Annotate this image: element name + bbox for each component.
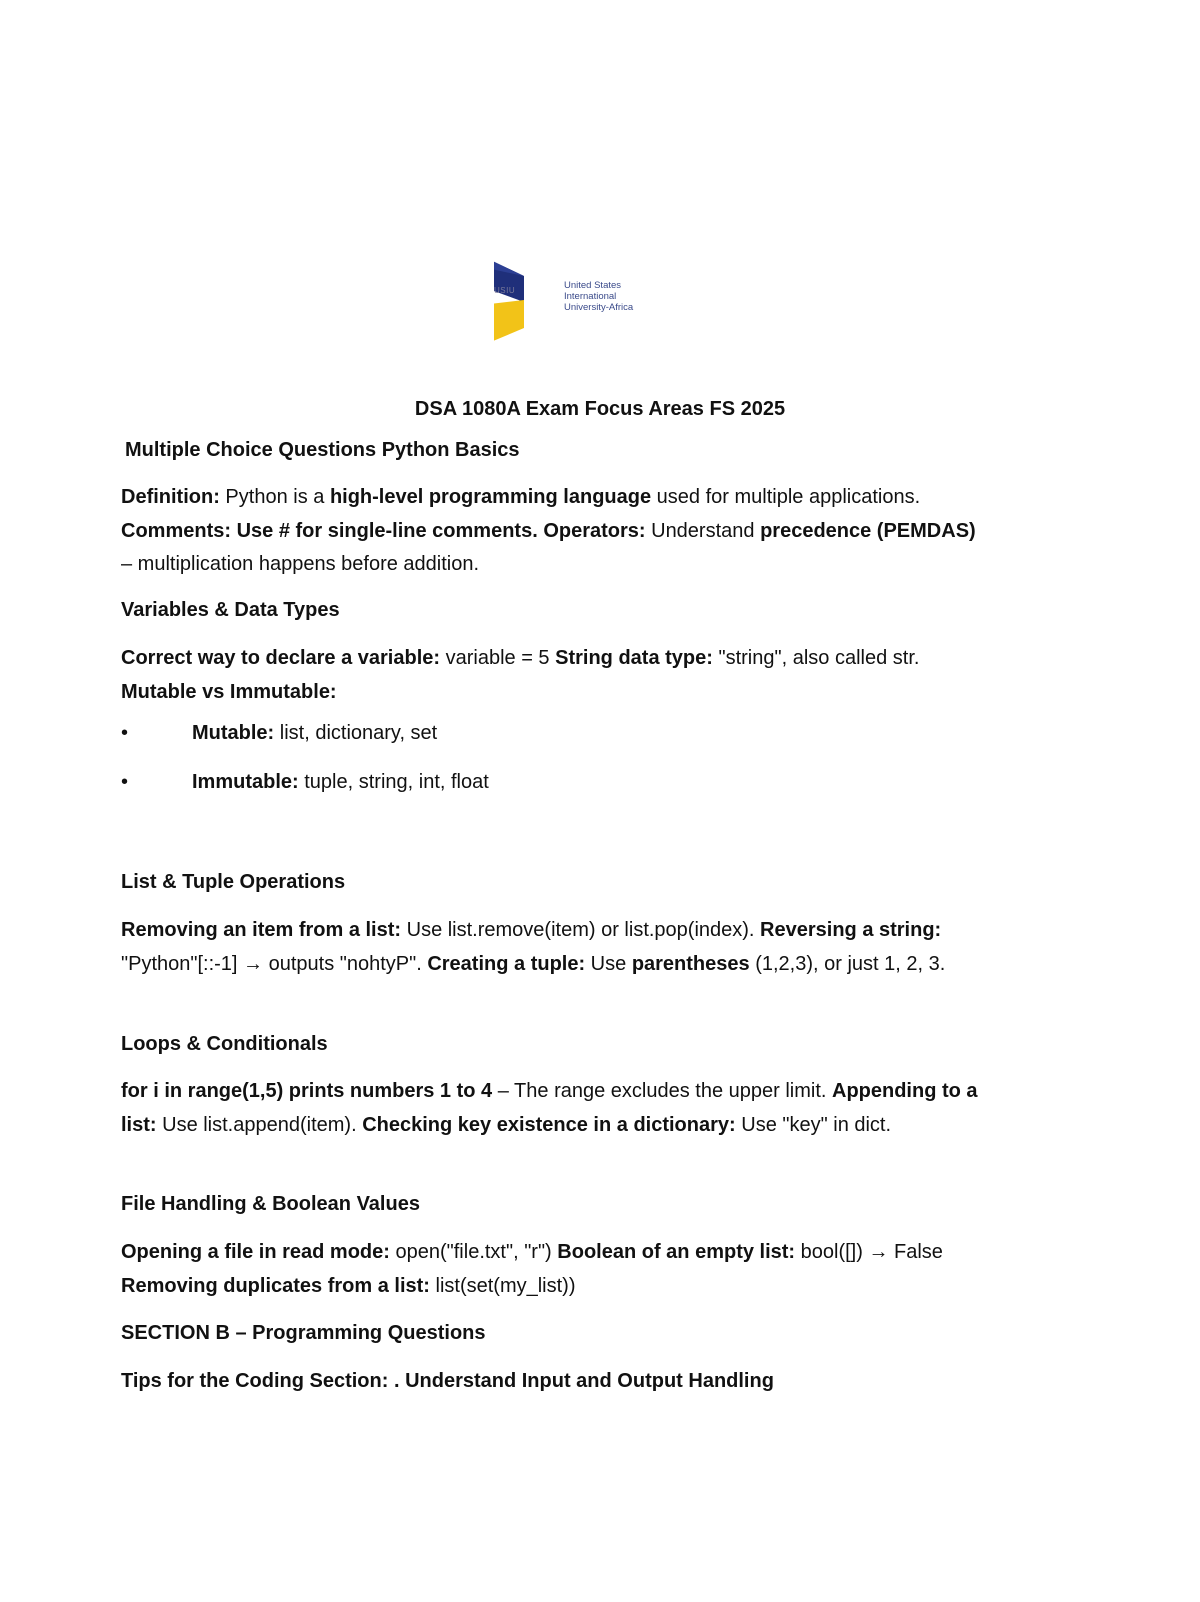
mutable-label: Mutable: — [192, 722, 275, 744]
mutable-values: list, dictionary, set — [274, 722, 438, 744]
p2-bold-3: Mutable vs Immutable: — [121, 680, 337, 703]
logo-wordmark — [564, 280, 633, 313]
p5-bold-3: Removing duplicates from a list: — [121, 1274, 430, 1297]
logo-acronym: USIU — [494, 286, 516, 295]
mcq-heading: Multiple Choice Questions Python Basics — [125, 439, 520, 461]
p1-text-4: – multiplication happens before addition. — [121, 553, 480, 575]
variables-paragraph — [121, 642, 991, 709]
p4-text-1: – The range excludes the upper limit. — [492, 1080, 832, 1102]
university-logo — [494, 258, 634, 350]
p3-text-2: "Python"[::-1] → outputs "nohtyP". — [121, 952, 428, 975]
p2-text-2: "string", also called str. — [712, 647, 920, 669]
variables-heading: Variables & Data Types — [121, 599, 340, 621]
document-title: DSA 1080A Exam Focus Areas FS 2025 — [414, 398, 786, 420]
p3-bold-3: Creating a tuple: — [427, 952, 586, 975]
p1-bold-3: Comments: Use # for single-line comments. Operators: — [121, 519, 646, 542]
p1-bold-2: high-level programming language — [329, 486, 652, 508]
file-handling-heading: File Handling & Boolean Values — [121, 1193, 420, 1215]
p1-bold-4: precedence (PEMDAS) — [760, 519, 976, 542]
loops-paragraph — [121, 1075, 991, 1142]
bullet-immutable-text — [192, 771, 489, 794]
section-b-heading: SECTION B – Programming Questions — [121, 1322, 486, 1344]
p4-bold-3: Checking key existence in a dictionary: — [362, 1113, 736, 1136]
p3-bold-4: parentheses — [631, 952, 750, 975]
logo-line-2: International — [564, 291, 617, 302]
p3-bold-2: Reversing a string: — [760, 919, 942, 941]
list-tuple-heading: List & Tuple Operations — [121, 871, 346, 893]
python-basics-paragraph — [121, 481, 991, 582]
logo-line-3: University-Africa — [564, 302, 634, 313]
list-tuple-paragraph — [121, 914, 991, 981]
p5-bold-2: Boolean of an empty list: — [557, 1241, 796, 1263]
bullet-mutable-text — [192, 722, 437, 745]
p1-text-1: Python is a — [219, 486, 330, 508]
p5-text-3: list(set(my_list)) — [429, 1274, 576, 1297]
p5-text-2: bool([]) → False — [795, 1241, 943, 1263]
bullet-dot: • — [121, 771, 129, 793]
immutable-label: Immutable: — [192, 771, 299, 793]
p5-text-1: open("file.txt", "r") — [389, 1241, 558, 1263]
p1-text-2: used for multiple applications. — [651, 486, 921, 508]
p3-text-3: Use — [585, 952, 632, 975]
p3-bold-1: Removing an item from a list: — [121, 919, 402, 941]
p5-bold-1: Opening a file in read mode: — [121, 1241, 390, 1263]
p4-text-2: Use list.append(item). — [156, 1113, 363, 1136]
file-handling-paragraph — [121, 1236, 991, 1303]
immutable-values: tuple, string, int, float — [298, 771, 489, 793]
p2-bold-2: String data type: — [555, 647, 713, 669]
coding-tips: Tips for the Coding Section: . Understand Input and Output Handling — [121, 1370, 774, 1392]
p3-text-1: Use list.remove(item) or list.pop(index). — [401, 919, 761, 941]
bullet-dot: • — [121, 722, 129, 744]
p2-bold-1: Correct way to declare a variable: — [121, 647, 441, 669]
p1-text-3: Understand — [645, 519, 761, 542]
definition-label: Definition: — [121, 486, 220, 508]
p2-text-1: variable = 5 — [440, 647, 556, 669]
p3-text-4: (1,2,3), or just 1, 2, 3. — [749, 952, 946, 975]
p4-bold-2: Appending to a list: — [121, 1080, 978, 1136]
logo-line-1: United States — [564, 280, 622, 291]
p4-text-3: Use "key" in dict. — [735, 1113, 892, 1136]
p4-bold-1: for i in range(1,5) prints numbers 1 to 4 — [121, 1080, 493, 1102]
loops-heading: Loops & Conditionals — [121, 1033, 328, 1055]
